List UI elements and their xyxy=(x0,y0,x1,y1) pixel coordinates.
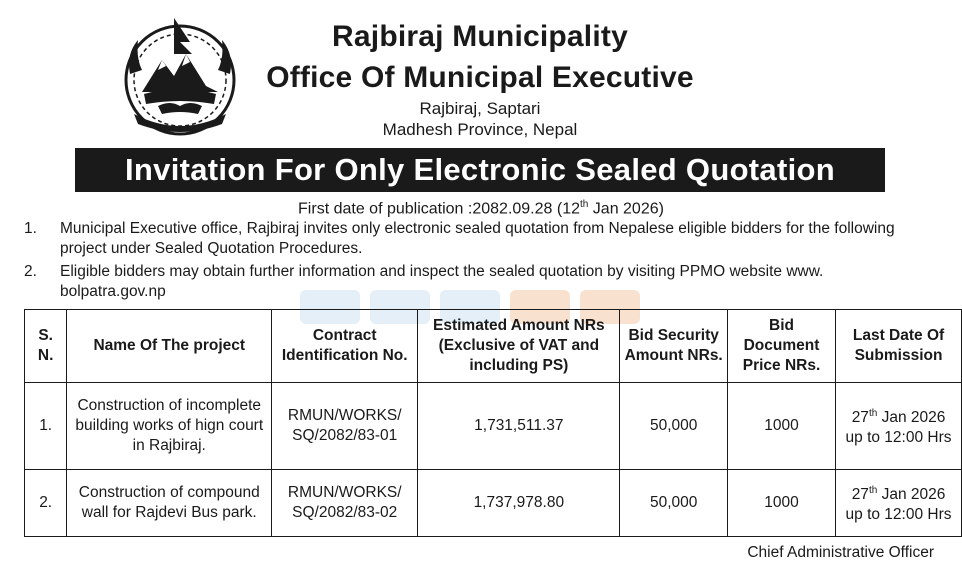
office-header xyxy=(230,18,730,140)
header-sn: S. N. xyxy=(25,310,67,383)
date-time: up to 12:00 Hrs xyxy=(845,429,952,447)
paragraph-text: Eligible bidders may obtain further information and inspect the sealed quotation by visiting PPMO website www. bolpatra.gov.np xyxy=(60,263,824,300)
paragraph-number: 2. xyxy=(24,263,37,280)
header-security: Bid Security Amount NRs. xyxy=(620,310,728,383)
cell-sn: 2. xyxy=(25,470,67,537)
publication-date xyxy=(0,195,962,219)
publication-prefix: First date of publication :2082.09.28 (12 xyxy=(298,200,580,218)
cell-security: 50,000 xyxy=(620,470,728,537)
publication-sup: th xyxy=(580,199,589,210)
table-row xyxy=(25,383,962,470)
cell-security: 50,000 xyxy=(620,383,728,470)
date-day: 27 xyxy=(851,409,869,427)
notice-title-banner: Invitation For Only Electronic Sealed Quotation xyxy=(75,148,885,192)
cell-amount: 1,737,978.80 xyxy=(418,470,620,537)
paragraph-1 xyxy=(24,219,924,259)
header-last-date: Last Date Of Submission xyxy=(836,310,962,383)
office-name: Office Of Municipal Executive xyxy=(266,61,694,94)
header-doc-price: Bid Document Price NRs. xyxy=(727,310,835,383)
nepal-government-emblem-icon xyxy=(118,14,242,138)
header-project: Name Of The project xyxy=(67,310,272,383)
cell-last-date xyxy=(836,470,962,537)
table-header-row xyxy=(25,310,962,383)
cell-amount: 1,731,511.37 xyxy=(418,383,620,470)
municipality-name: Rajbiraj Municipality xyxy=(332,20,628,53)
paragraph-text: Municipal Executive office, Rajbiraj invites only electronic sealed quotation from Nepalese eligible bidders for the following project under Sealed Quotation Procedures. xyxy=(60,220,895,257)
signer-title: Chief Administrative Officer xyxy=(747,544,934,561)
paragraph-number: 1. xyxy=(24,220,37,237)
date-rest: Jan 2026 xyxy=(877,486,946,504)
date-sup: th xyxy=(868,484,878,496)
address-line-1: Rajbiraj, Saptari xyxy=(419,99,541,118)
cell-doc-price: 1000 xyxy=(727,383,835,470)
cell-contract: RMUN/WORKS/ SQ/2082/83-01 xyxy=(272,383,418,470)
cell-sn: 1. xyxy=(25,383,67,470)
date-time: up to 12:00 Hrs xyxy=(845,506,952,524)
date-day: 27 xyxy=(851,486,869,504)
publication-suffix: Jan 2026) xyxy=(588,200,664,218)
address-line-2: Madhesh Province, Nepal xyxy=(382,120,578,139)
cell-doc-price: 1000 xyxy=(727,470,835,537)
header-contract: Contract Identification No. xyxy=(272,310,418,383)
quotation-table xyxy=(24,309,962,537)
header-amount: Estimated Amount NRs (Exclusive of VAT and including PS) xyxy=(418,310,620,383)
date-sup: th xyxy=(868,407,878,419)
date-rest: Jan 2026 xyxy=(877,409,946,427)
cell-last-date xyxy=(836,383,962,470)
cell-project: Construction of compound wall for Rajdevi Bus park. xyxy=(67,470,272,537)
cell-project: Construction of incomplete building works of hign court in Rajbiraj. xyxy=(67,383,272,470)
cell-contract: RMUN/WORKS/ SQ/2082/83-02 xyxy=(272,470,418,537)
table-row xyxy=(25,470,962,537)
